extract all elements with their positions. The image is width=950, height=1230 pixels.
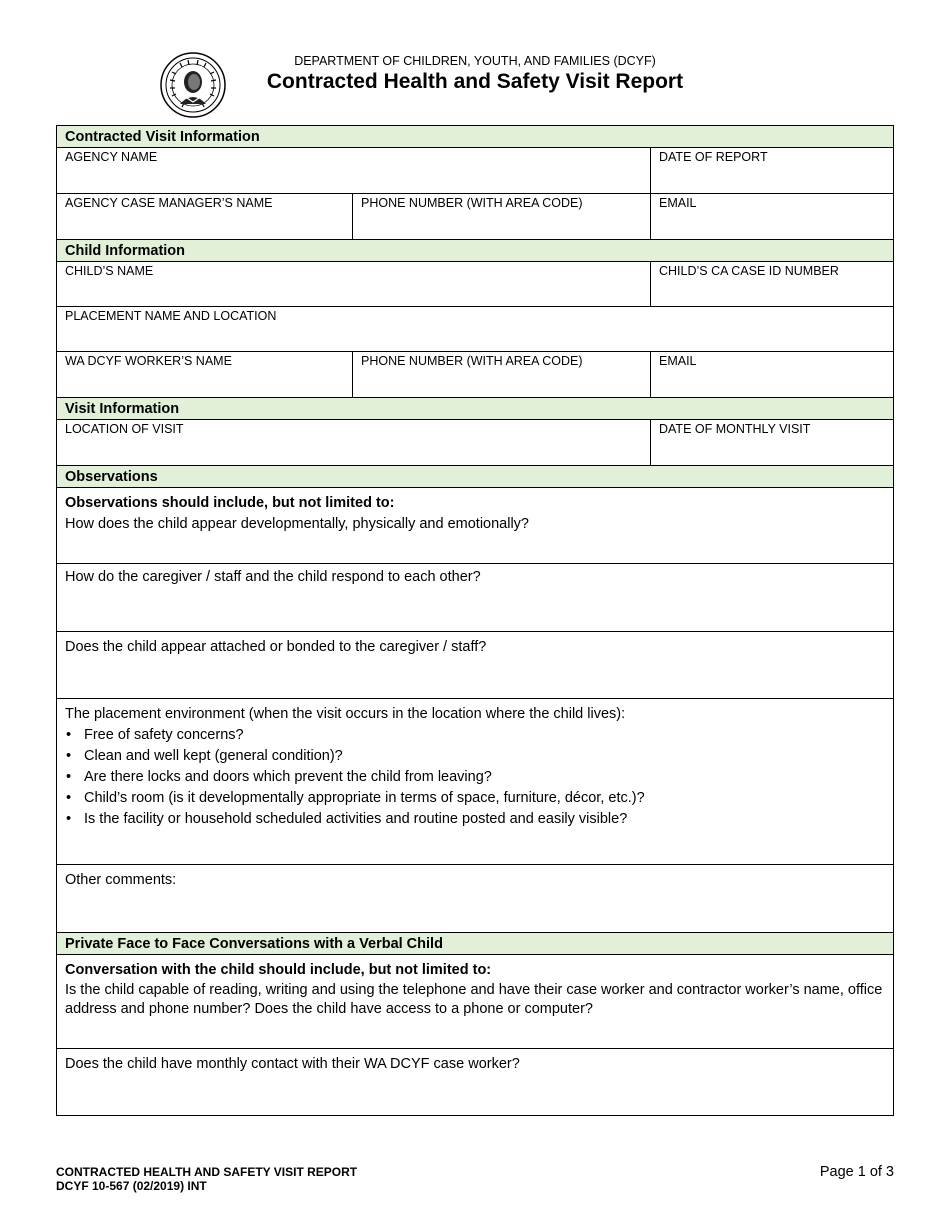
footer-form-name: CONTRACTED HEALTH AND SAFETY VISIT REPORT	[56, 1165, 358, 1179]
visit-date-field[interactable]	[651, 420, 893, 465]
list-item: • Free of safety concerns?	[84, 725, 885, 746]
environment-checklist	[65, 725, 885, 830]
placement-label: PLACEMENT NAME AND LOCATION	[65, 309, 277, 323]
agency-name-field[interactable]	[57, 148, 651, 193]
date-of-report-field[interactable]	[651, 148, 893, 193]
visit-date-label: DATE OF MONTHLY VISIT	[659, 422, 811, 436]
other-comments-field[interactable]	[57, 865, 893, 933]
worker-phone-label: PHONE NUMBER (WITH AREA CODE)	[361, 354, 583, 368]
observation-environment-field[interactable]	[57, 699, 893, 865]
case-id-label: CHILD’S CA CASE ID NUMBER	[659, 264, 839, 278]
child-name-field[interactable]	[57, 262, 651, 306]
case-manager-phone-field[interactable]	[353, 194, 651, 239]
observations-intro: Observations should include, but not limited to:	[65, 495, 395, 511]
list-item: • Child’s room (is it developmentally appropriate in terms of space, furniture, décor, etc.)?	[84, 788, 885, 809]
section-heading-visit: Visit Information	[57, 398, 893, 420]
observation-response-field[interactable]	[57, 564, 893, 632]
section-heading-conversations: Private Face to Face Conversations with a Verbal Child	[57, 933, 893, 955]
case-manager-phone-label: PHONE NUMBER (WITH AREA CODE)	[361, 196, 583, 210]
case-manager-email-field[interactable]	[651, 194, 893, 239]
observation-attachment-field[interactable]	[57, 632, 893, 699]
observation-question-3: Does the child appear attached or bonded to the caregiver / staff?	[65, 639, 487, 655]
footer-form-info	[56, 1165, 357, 1193]
page-title: Contracted Health and Safety Visit Report	[266, 70, 684, 93]
state-seal-logo	[160, 52, 226, 118]
visit-location-field[interactable]	[57, 420, 651, 465]
worker-name-field[interactable]	[57, 352, 353, 397]
visit-report-form	[56, 125, 894, 1116]
worker-email-field[interactable]	[651, 352, 893, 397]
section-heading-child: Child Information	[57, 240, 893, 262]
child-name-label: CHILD’S NAME	[65, 264, 154, 278]
list-item: • Are there locks and doors which prevent the child from leaving?	[84, 767, 885, 788]
conversation-question-2: Does the child have monthly contact with their WA DCYF case worker?	[65, 1056, 520, 1072]
section-heading-contracted-visit: Contracted Visit Information	[57, 126, 893, 148]
observation-question-1: How does the child appear developmentally, physically and emotionally?	[65, 516, 529, 532]
worker-phone-field[interactable]	[353, 352, 651, 397]
worker-name-label: WA DCYF WORKER’S NAME	[65, 354, 232, 368]
conversations-intro: Conversation with the child should include, but not limited to:	[65, 962, 492, 978]
case-manager-email-label: EMAIL	[659, 196, 697, 210]
observation-development-field[interactable]	[57, 488, 893, 564]
worker-email-label: EMAIL	[659, 354, 697, 368]
case-id-field[interactable]	[651, 262, 893, 306]
case-manager-name-label: AGENCY CASE MANAGER’S NAME	[65, 196, 273, 210]
agency-name-label: AGENCY NAME	[65, 150, 158, 164]
page-number: Page 1 of 3	[819, 1164, 894, 1180]
observation-question-4: The placement environment (when the visit occurs in the location where the child lives):	[65, 706, 626, 722]
department-name: DEPARTMENT OF CHILDREN, YOUTH, AND FAMILIES (DCYF)	[294, 54, 656, 68]
placement-field[interactable]	[57, 307, 893, 351]
list-item: • Clean and well kept (general condition)?	[84, 746, 885, 767]
date-of-report-label: DATE OF REPORT	[659, 150, 768, 164]
conversation-question-1: Is the child capable of reading, writing and using the telephone and have their case worker and contractor worker’s name, office address and phone number? Does the child have access to a phone or computer?	[65, 982, 883, 1017]
conversation-monthly-contact-field[interactable]	[57, 1049, 893, 1115]
list-item: • Is the facility or household scheduled activities and routine posted and easily visible?	[84, 809, 885, 830]
other-comments-label: Other comments:	[65, 872, 177, 888]
observation-question-2: How do the caregiver / staff and the child respond to each other?	[65, 569, 481, 585]
visit-location-label: LOCATION OF VISIT	[65, 422, 184, 436]
footer-form-number: DCYF 10-567 (02/2019) INT	[56, 1179, 207, 1193]
conversation-contact-info-field[interactable]	[57, 955, 893, 1049]
section-heading-observations: Observations	[57, 466, 893, 488]
case-manager-name-field[interactable]	[57, 194, 353, 239]
